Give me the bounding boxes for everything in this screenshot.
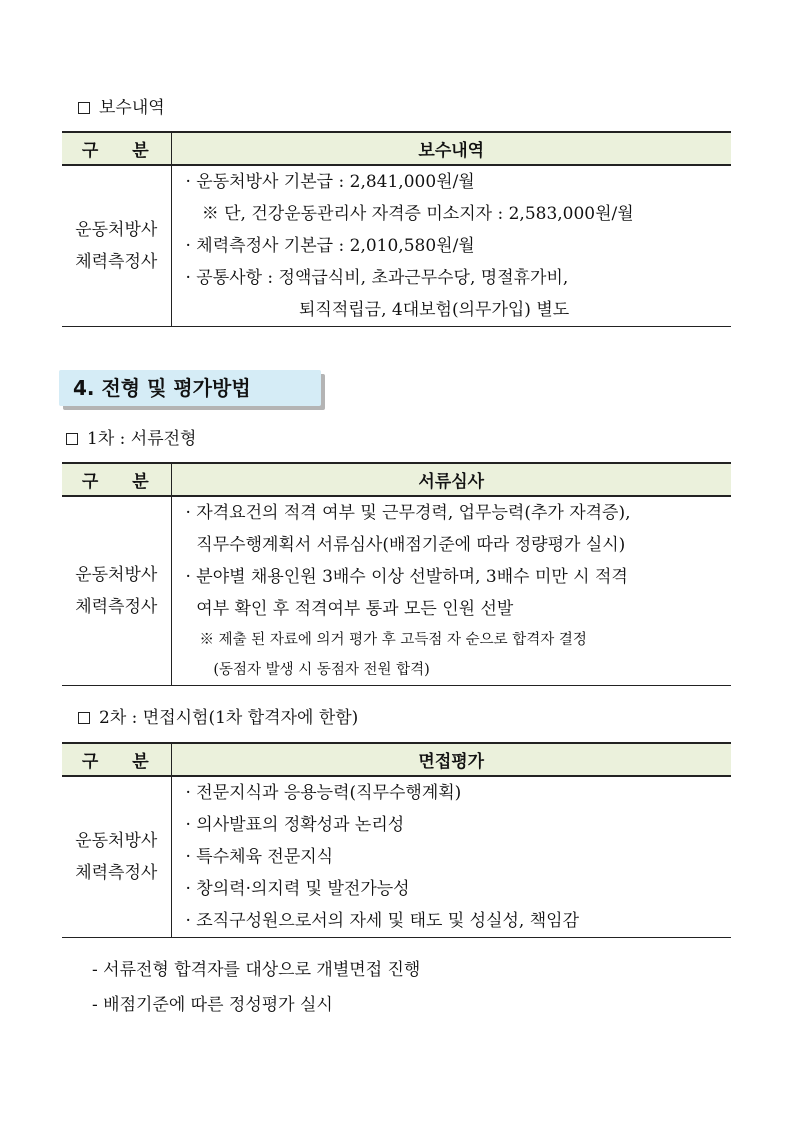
pay-details-cell [171, 165, 731, 327]
screening-header-category: 구 분 [62, 463, 171, 496]
role-exercise-prescriber: 운동처방사 [75, 220, 158, 240]
role-exercise-prescriber: 운동처방사 [75, 565, 158, 585]
role-fitness-measurer: 체력측정사 [75, 597, 158, 617]
document-screening-table [62, 462, 731, 686]
role-fitness-measurer: 체력측정사 [75, 863, 158, 883]
pay-line: ※ 단, 건강운동관리사 자격증 미소지자 : 2,583,000원/월 [185, 204, 634, 224]
interview-table-header [62, 743, 731, 776]
checkbox-square-icon [78, 712, 90, 724]
interview-line: · 특수체육 전문지식 [185, 847, 334, 867]
checkbox-square-icon [66, 433, 78, 445]
screening-line: 여부 확인 후 적격여부 통과 모든 인원 선발 [185, 599, 514, 619]
screening-line: · 자격요건의 적격 여부 및 근무경력, 업무능력(추가 자격증), [185, 503, 631, 523]
screening-role-cell [62, 496, 171, 686]
interview-details-cell [171, 776, 731, 938]
round1-label [66, 424, 196, 449]
section-4-title: 4. 전형 및 평가방법 [73, 376, 251, 400]
round2-label-text: 2차 : 면접시험(1차 합격자에 한함) [99, 708, 359, 728]
checkbox-square-icon [78, 102, 90, 114]
interview-role-cell [62, 776, 171, 938]
pay-role-cell [62, 165, 171, 327]
screening-table-row [62, 496, 731, 686]
pay-header-details: 보수내역 [171, 132, 731, 165]
interview-line: · 창의력·의지력 및 발전가능성 [185, 879, 410, 899]
pay-line: · 운동처방사 기본급 : 2,841,000원/월 [185, 172, 475, 192]
interview-line: · 의사발표의 정확성과 논리성 [185, 815, 405, 835]
screening-note: ※ 제출 된 자료에 의거 평가 후 고득점 자 순으로 합격자 결정 [199, 632, 587, 648]
screening-header-details: 서류심사 [171, 463, 731, 496]
pay-table [62, 131, 731, 327]
screening-details-cell [171, 496, 731, 686]
pay-table-row [62, 165, 731, 327]
interview-header-category: 구 분 [62, 743, 171, 776]
pay-section-label-text: 보수내역 [99, 98, 165, 118]
section-4-heading [59, 370, 321, 406]
interview-table-row [62, 776, 731, 938]
pay-header-category: 구 분 [62, 132, 171, 165]
round2-label [78, 703, 358, 728]
role-exercise-prescriber: 운동처방사 [75, 831, 158, 851]
pay-line: 퇴직적립금, 4대보험(의무가입) 별도 [185, 300, 570, 320]
pay-line: · 체력측정사 기본급 : 2,010,580원/월 [185, 236, 475, 256]
footnote: - 서류전형 합격자를 대상으로 개별면접 진행 [92, 960, 421, 980]
interview-line: · 조직구성원으로서의 자세 및 태도 및 성실성, 책임감 [185, 911, 579, 931]
interview-line: · 전문지식과 응용능력(직무수행계획) [185, 783, 462, 803]
screening-table-header [62, 463, 731, 496]
role-fitness-measurer: 체력측정사 [75, 252, 158, 272]
pay-section-label [78, 93, 165, 118]
footnote: - 배점기준에 따른 정성평가 실시 [92, 995, 333, 1015]
screening-note: (동점자 발생 시 동점자 전원 합격) [199, 662, 430, 678]
interview-table [62, 742, 731, 938]
pay-line: · 공통사항 : 정액급식비, 초과근무수당, 명절휴가비, [185, 268, 569, 288]
screening-line: · 분야별 채용인원 3배수 이상 선발하며, 3배수 미만 시 적격 [185, 567, 628, 587]
screening-line: 직무수행계획서 서류심사(배점기준에 따라 정량평가 실시) [185, 535, 626, 555]
interview-header-details: 면접평가 [171, 743, 731, 776]
pay-table-header [62, 132, 731, 165]
round1-label-text: 1차 : 서류전형 [87, 429, 197, 449]
